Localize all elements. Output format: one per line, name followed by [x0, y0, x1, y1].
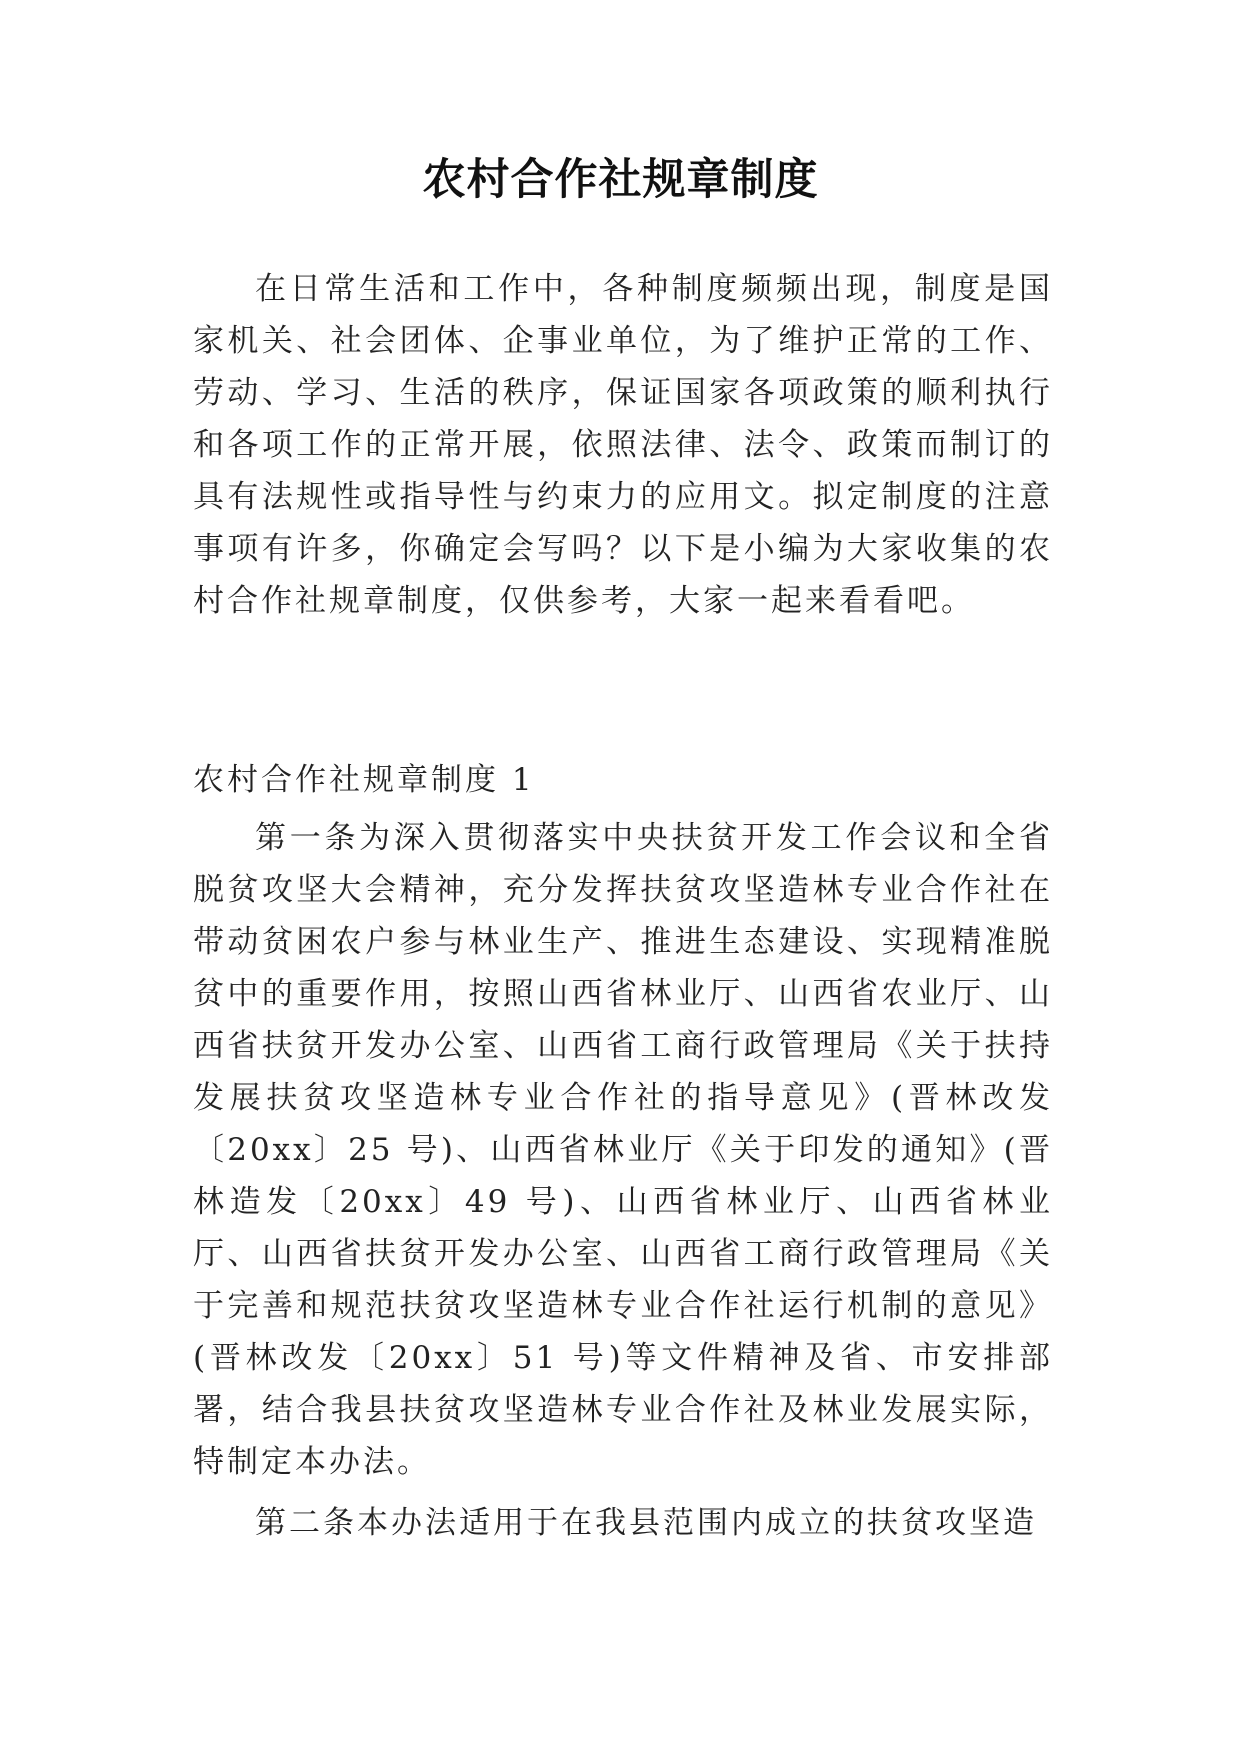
- intro-paragraph: 在日常生活和工作中，各种制度频频出现，制度是国家机关、社会团体、企事业单位，为了维护正常的工作、劳动、学习、生活的秩序，保证国家各项政策的顺利执行和各项工作的正常开展，依照法律、法令、政策而制订的具有法规性或指导性与约束力的应用文。拟定制度的注意事项有许多，你确定会写吗？以下是小编为大家收集的农村合作社规章制度，仅供参考，大家一起来看看吧。: [193, 271, 1053, 619]
- intro-section: [193, 263, 1053, 627]
- section-heading: 农村合作社规章制度 1: [193, 762, 535, 798]
- article-paragraph: 第一条为深入贯彻落实中央扶贫开发工作会议和全省脱贫攻坚大会精神，充分发挥扶贫攻坚造林专业合作社在带动贫困农户参与林业生产、推进生态建设、实现精准脱贫中的重要作用，按照山西省林业厅、山西省农业厅、山西省扶贫开发办公室、山西省工商行政管理局《关于扶持发展扶贫攻坚造林专业合作社的指导意见》(晋林改发〔20xx〕25 号)、山西省林业厅《关于印发的通知》(晋林造发〔20xx〕49 号)、山西省林业厅、山西省林业厅、山西省扶贫开发办公室、山西省工商行政管理局《关于完善和规范扶贫攻坚造林专业合作社运行机制的意见》(晋林改发〔20xx〕51 号)等文件精神及省、市安排部署，结合我县扶贫攻坚造林专业合作社及林业发展实际，特制定本办法。: [193, 820, 1053, 1480]
- article-paragraph: 第二条本办法适用于在我县范围内成立的扶贫攻坚造: [255, 1505, 1037, 1541]
- articles-section: [193, 812, 1053, 1549]
- document-title: 农村合作社规章制度: [422, 155, 819, 205]
